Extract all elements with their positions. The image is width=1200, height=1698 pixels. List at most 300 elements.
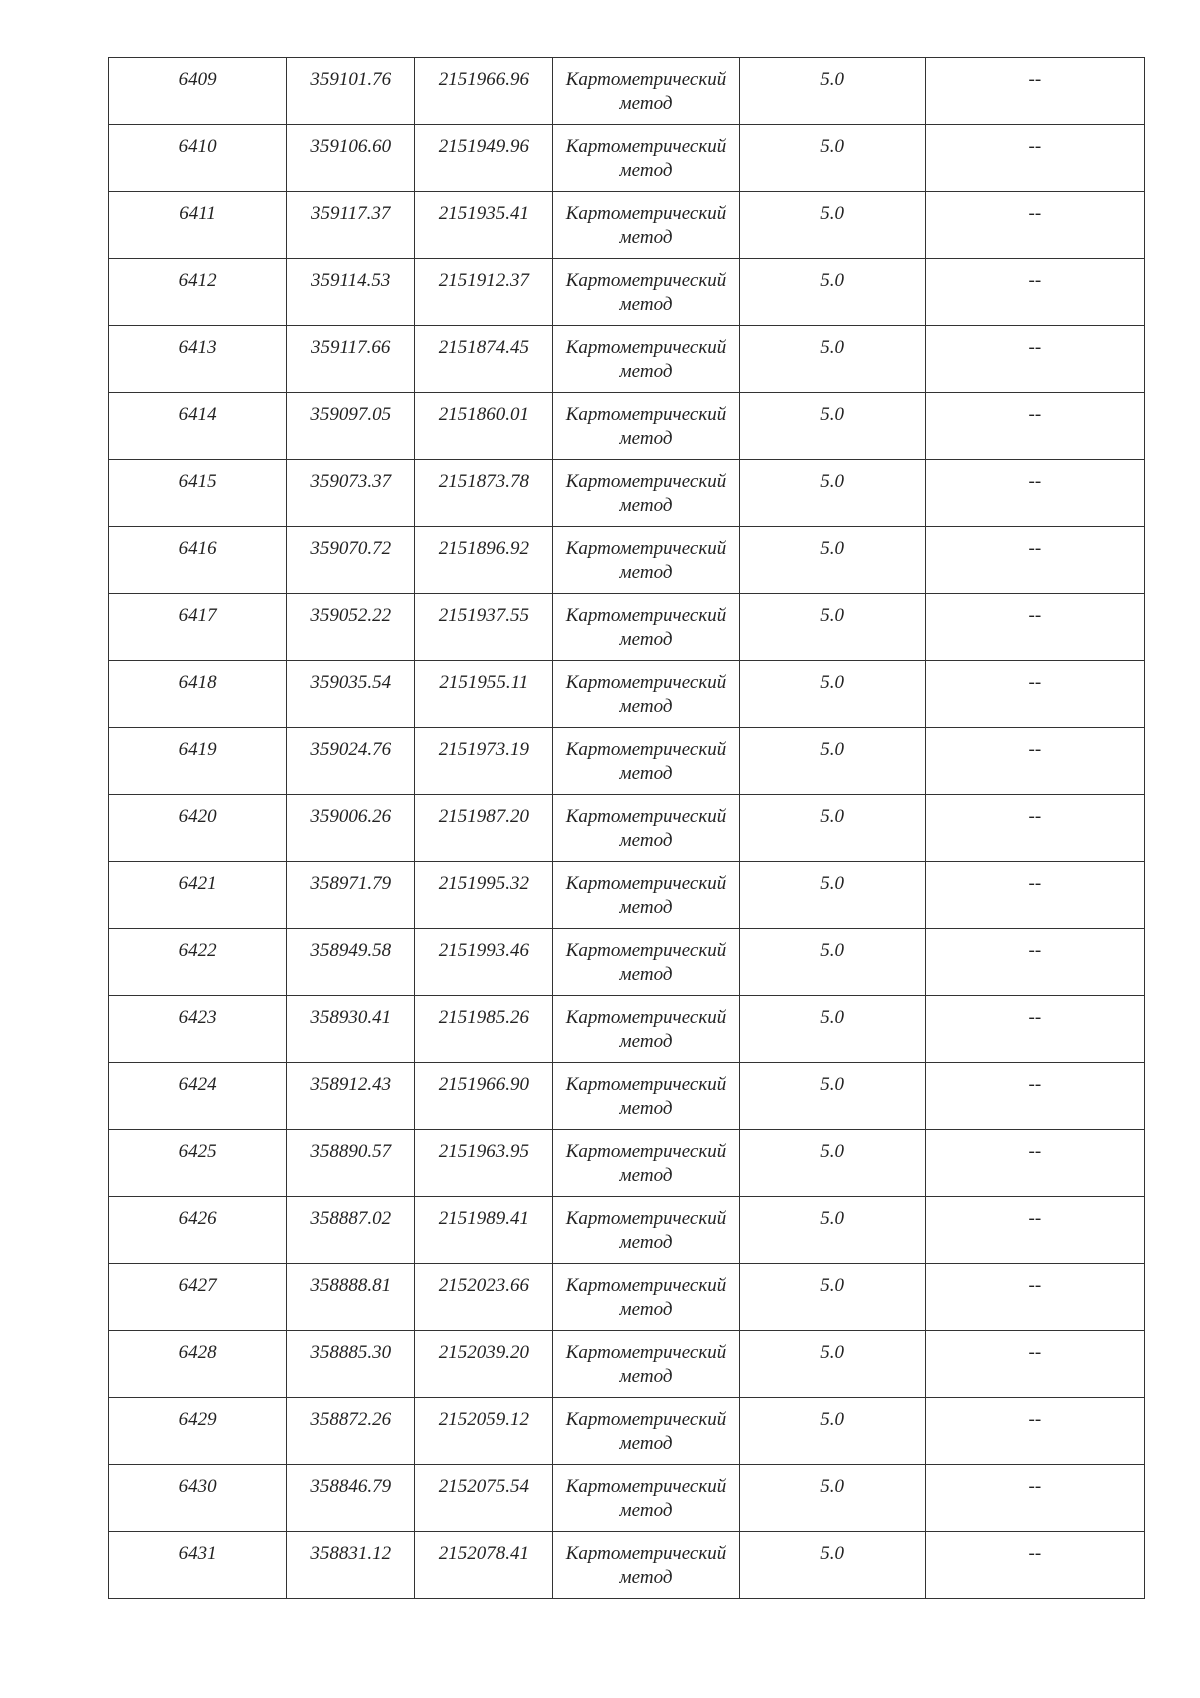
x-coordinate-value: 359101.76 — [310, 69, 392, 90]
point-number-cell — [109, 1465, 287, 1532]
table-row — [109, 460, 1145, 527]
accuracy-cell — [739, 795, 925, 862]
method-cell — [553, 527, 739, 594]
method-cell — [553, 125, 739, 192]
y-coordinate-value: 2151966.96 — [438, 69, 529, 90]
note-value: -- — [1028, 404, 1042, 425]
note-cell — [925, 192, 1144, 259]
x-coordinate-value: 359035.54 — [310, 672, 392, 693]
accuracy-cell — [739, 1465, 925, 1532]
accuracy-cell — [739, 460, 925, 527]
y-coordinate-value: 2151989.41 — [438, 1208, 529, 1229]
x-coordinate-cell — [287, 393, 415, 460]
method-label-line1: Картометрический — [565, 136, 727, 157]
method-label-line1: Картометрический — [565, 873, 727, 894]
point-number-value: 6430 — [178, 1476, 217, 1497]
accuracy-value: 5.0 — [820, 1409, 845, 1430]
x-coordinate-cell — [287, 192, 415, 259]
point-number-value: 6419 — [178, 739, 217, 760]
table-row — [109, 192, 1145, 259]
method-cell — [553, 594, 739, 661]
accuracy-value: 5.0 — [820, 203, 845, 224]
table-row — [109, 393, 1145, 460]
y-coordinate-value: 2152078.41 — [438, 1543, 529, 1564]
method-cell — [553, 326, 739, 393]
accuracy-cell — [739, 125, 925, 192]
point-number-value: 6431 — [178, 1543, 217, 1564]
method-label-line1: Картометрический — [565, 538, 727, 559]
note-value: -- — [1028, 471, 1042, 492]
accuracy-value: 5.0 — [820, 1476, 845, 1497]
method-label-line2: метод — [619, 361, 673, 382]
accuracy-value: 5.0 — [820, 605, 845, 626]
coordinates-table — [108, 57, 1145, 1599]
table-row — [109, 1264, 1145, 1331]
x-coordinate-cell — [287, 1063, 415, 1130]
x-coordinate-value: 359106.60 — [310, 136, 392, 157]
note-value: -- — [1028, 605, 1042, 626]
x-coordinate-value: 359024.76 — [310, 739, 392, 760]
y-coordinate-cell — [415, 728, 553, 795]
y-coordinate-cell — [415, 862, 553, 929]
note-cell — [925, 795, 1144, 862]
method-label-line1: Картометрический — [565, 672, 727, 693]
point-number-cell — [109, 192, 287, 259]
accuracy-value: 5.0 — [820, 672, 845, 693]
table-row — [109, 326, 1145, 393]
x-coordinate-cell — [287, 1465, 415, 1532]
y-coordinate-cell — [415, 1398, 553, 1465]
x-coordinate-cell — [287, 728, 415, 795]
x-coordinate-value: 359117.66 — [311, 337, 391, 358]
accuracy-cell — [739, 996, 925, 1063]
table-row — [109, 1465, 1145, 1532]
method-label-line1: Картометрический — [565, 270, 727, 291]
point-number-cell — [109, 996, 287, 1063]
y-coordinate-cell — [415, 460, 553, 527]
method-label-line1: Картометрический — [565, 1275, 727, 1296]
accuracy-cell — [739, 1264, 925, 1331]
method-cell — [553, 862, 739, 929]
accuracy-value: 5.0 — [820, 739, 845, 760]
y-coordinate-cell — [415, 1063, 553, 1130]
accuracy-cell — [739, 1063, 925, 1130]
method-label-line2: метод — [619, 1232, 673, 1253]
note-value: -- — [1028, 136, 1042, 157]
y-coordinate-cell — [415, 192, 553, 259]
x-coordinate-value: 359073.37 — [310, 471, 392, 492]
y-coordinate-value: 2151993.46 — [438, 940, 529, 961]
method-label-line2: метод — [619, 897, 673, 918]
note-value: -- — [1028, 739, 1042, 760]
y-coordinate-value: 2151995.32 — [438, 873, 529, 894]
x-coordinate-value: 358971.79 — [310, 873, 392, 894]
note-cell — [925, 326, 1144, 393]
y-coordinate-value: 2151966.90 — [438, 1074, 529, 1095]
y-coordinate-cell — [415, 996, 553, 1063]
accuracy-cell — [739, 1130, 925, 1197]
method-cell — [553, 996, 739, 1063]
point-number-cell — [109, 58, 287, 125]
x-coordinate-value: 358872.26 — [310, 1409, 392, 1430]
method-cell — [553, 1130, 739, 1197]
coordinates-table-body — [109, 58, 1145, 1599]
x-coordinate-value: 358912.43 — [310, 1074, 392, 1095]
x-coordinate-cell — [287, 125, 415, 192]
point-number-cell — [109, 1197, 287, 1264]
point-number-cell — [109, 125, 287, 192]
method-label-line1: Картометрический — [565, 1342, 727, 1363]
accuracy-cell — [739, 1197, 925, 1264]
accuracy-value: 5.0 — [820, 404, 845, 425]
point-number-value: 6427 — [178, 1275, 217, 1296]
note-cell — [925, 393, 1144, 460]
point-number-value: 6423 — [178, 1007, 217, 1028]
x-coordinate-value: 358831.12 — [310, 1543, 392, 1564]
point-number-cell — [109, 862, 287, 929]
point-number-cell — [109, 661, 287, 728]
method-label-line2: метод — [619, 562, 673, 583]
method-label-line1: Картометрический — [565, 69, 727, 90]
accuracy-cell — [739, 527, 925, 594]
accuracy-cell — [739, 661, 925, 728]
y-coordinate-cell — [415, 125, 553, 192]
method-cell — [553, 1331, 739, 1398]
accuracy-value: 5.0 — [820, 69, 845, 90]
method-label-line1: Картометрический — [565, 1074, 727, 1095]
method-label-line2: метод — [619, 1165, 673, 1186]
note-value: -- — [1028, 1543, 1042, 1564]
accuracy-value: 5.0 — [820, 940, 845, 961]
point-number-cell — [109, 393, 287, 460]
method-cell — [553, 1197, 739, 1264]
y-coordinate-value: 2151873.78 — [438, 471, 529, 492]
y-coordinate-cell — [415, 527, 553, 594]
x-coordinate-value: 358888.81 — [310, 1275, 392, 1296]
accuracy-value: 5.0 — [820, 1208, 845, 1229]
point-number-value: 6409 — [178, 69, 217, 90]
note-value: -- — [1028, 672, 1042, 693]
accuracy-cell — [739, 393, 925, 460]
point-number-cell — [109, 460, 287, 527]
y-coordinate-cell — [415, 1130, 553, 1197]
accuracy-cell — [739, 1398, 925, 1465]
method-label-line1: Картометрический — [565, 471, 727, 492]
note-cell — [925, 259, 1144, 326]
note-cell — [925, 728, 1144, 795]
method-cell — [553, 661, 739, 728]
x-coordinate-value: 359117.37 — [311, 203, 391, 224]
x-coordinate-cell — [287, 929, 415, 996]
table-row — [109, 862, 1145, 929]
x-coordinate-value: 359070.72 — [310, 538, 392, 559]
x-coordinate-cell — [287, 862, 415, 929]
method-label-line2: метод — [619, 1098, 673, 1119]
note-value: -- — [1028, 1007, 1042, 1028]
x-coordinate-cell — [287, 58, 415, 125]
note-cell — [925, 996, 1144, 1063]
y-coordinate-cell — [415, 259, 553, 326]
method-label-line1: Картометрический — [565, 1141, 727, 1162]
method-label-line2: метод — [619, 294, 673, 315]
note-cell — [925, 527, 1144, 594]
x-coordinate-value: 359006.26 — [310, 806, 392, 827]
method-label-line1: Картометрический — [565, 739, 727, 760]
y-coordinate-value: 2151874.45 — [438, 337, 529, 358]
x-coordinate-cell — [287, 996, 415, 1063]
x-coordinate-cell — [287, 594, 415, 661]
y-coordinate-value: 2152075.54 — [438, 1476, 529, 1497]
accuracy-value: 5.0 — [820, 1007, 845, 1028]
y-coordinate-value: 2151896.92 — [438, 538, 529, 559]
method-label-line2: метод — [619, 1366, 673, 1387]
point-number-value: 6410 — [178, 136, 217, 157]
y-coordinate-value: 2151935.41 — [438, 203, 529, 224]
y-coordinate-value: 2151963.95 — [438, 1141, 529, 1162]
note-value: -- — [1028, 806, 1042, 827]
table-row — [109, 795, 1145, 862]
point-number-cell — [109, 1331, 287, 1398]
note-value: -- — [1028, 1275, 1042, 1296]
point-number-cell — [109, 594, 287, 661]
x-coordinate-value: 358930.41 — [310, 1007, 392, 1028]
point-number-cell — [109, 1130, 287, 1197]
method-label-line2: метод — [619, 1433, 673, 1454]
method-label-line1: Картометрический — [565, 1476, 727, 1497]
method-label-line1: Картометрический — [565, 605, 727, 626]
y-coordinate-cell — [415, 1197, 553, 1264]
x-coordinate-cell — [287, 527, 415, 594]
method-label-line1: Картометрический — [565, 1409, 727, 1430]
point-number-value: 6412 — [178, 270, 217, 291]
y-coordinate-cell — [415, 594, 553, 661]
note-cell — [925, 125, 1144, 192]
point-number-value: 6413 — [178, 337, 217, 358]
table-row — [109, 527, 1145, 594]
x-coordinate-value: 358949.58 — [310, 940, 392, 961]
note-value: -- — [1028, 1409, 1042, 1430]
y-coordinate-cell — [415, 661, 553, 728]
accuracy-value: 5.0 — [820, 873, 845, 894]
method-label-line1: Картометрический — [565, 1007, 727, 1028]
method-cell — [553, 1264, 739, 1331]
point-number-cell — [109, 326, 287, 393]
note-cell — [925, 1264, 1144, 1331]
note-cell — [925, 1465, 1144, 1532]
accuracy-value: 5.0 — [820, 1342, 845, 1363]
y-coordinate-value: 2151949.96 — [438, 136, 529, 157]
accuracy-value: 5.0 — [820, 1074, 845, 1095]
table-row — [109, 1197, 1145, 1264]
point-number-value: 6425 — [178, 1141, 217, 1162]
point-number-value: 6418 — [178, 672, 217, 693]
method-label-line2: метод — [619, 629, 673, 650]
method-cell — [553, 1398, 739, 1465]
method-cell — [553, 192, 739, 259]
x-coordinate-cell — [287, 460, 415, 527]
x-coordinate-cell — [287, 795, 415, 862]
method-label-line1: Картометрический — [565, 404, 727, 425]
y-coordinate-value: 2151860.01 — [438, 404, 529, 425]
note-cell — [925, 862, 1144, 929]
table-row — [109, 1130, 1145, 1197]
method-cell — [553, 728, 739, 795]
accuracy-cell — [739, 326, 925, 393]
method-label-line1: Картометрический — [565, 337, 727, 358]
x-coordinate-value: 359097.05 — [310, 404, 392, 425]
y-coordinate-cell — [415, 929, 553, 996]
x-coordinate-value: 359114.53 — [311, 270, 391, 291]
point-number-cell — [109, 1264, 287, 1331]
note-cell — [925, 460, 1144, 527]
method-cell — [553, 1063, 739, 1130]
accuracy-value: 5.0 — [820, 136, 845, 157]
method-label-line2: метод — [619, 1031, 673, 1052]
method-cell — [553, 929, 739, 996]
method-label-line2: метод — [619, 1567, 673, 1588]
table-row — [109, 594, 1145, 661]
accuracy-value: 5.0 — [820, 270, 845, 291]
table-row — [109, 1398, 1145, 1465]
table-row — [109, 58, 1145, 125]
y-coordinate-value: 2152023.66 — [438, 1275, 529, 1296]
accuracy-value: 5.0 — [820, 1543, 845, 1564]
note-value: -- — [1028, 538, 1042, 559]
table-row — [109, 728, 1145, 795]
x-coordinate-value: 358846.79 — [310, 1476, 392, 1497]
table-row — [109, 1532, 1145, 1599]
method-label-line2: метод — [619, 696, 673, 717]
method-label-line2: метод — [619, 1500, 673, 1521]
note-cell — [925, 929, 1144, 996]
note-cell — [925, 1130, 1144, 1197]
point-number-value: 6417 — [178, 605, 217, 626]
note-value: -- — [1028, 337, 1042, 358]
y-coordinate-cell — [415, 1264, 553, 1331]
table-row — [109, 1331, 1145, 1398]
point-number-value: 6421 — [178, 873, 217, 894]
y-coordinate-cell — [415, 1465, 553, 1532]
point-number-value: 6411 — [179, 203, 216, 224]
point-number-value: 6414 — [178, 404, 217, 425]
note-cell — [925, 661, 1144, 728]
method-label-line2: метод — [619, 93, 673, 114]
method-cell — [553, 259, 739, 326]
accuracy-cell — [739, 1532, 925, 1599]
method-cell — [553, 393, 739, 460]
method-label-line1: Картометрический — [565, 1208, 727, 1229]
point-number-value: 6415 — [178, 471, 217, 492]
note-cell — [925, 594, 1144, 661]
accuracy-cell — [739, 929, 925, 996]
x-coordinate-cell — [287, 1398, 415, 1465]
accuracy-cell — [739, 58, 925, 125]
accuracy-value: 5.0 — [820, 806, 845, 827]
accuracy-value: 5.0 — [820, 538, 845, 559]
note-cell — [925, 58, 1144, 125]
accuracy-cell — [739, 259, 925, 326]
method-label-line1: Картометрический — [565, 806, 727, 827]
table-row — [109, 1063, 1145, 1130]
note-value: -- — [1028, 1141, 1042, 1162]
method-label-line2: метод — [619, 428, 673, 449]
method-cell — [553, 1465, 739, 1532]
note-cell — [925, 1398, 1144, 1465]
point-number-cell — [109, 1398, 287, 1465]
note-cell — [925, 1197, 1144, 1264]
point-number-cell — [109, 929, 287, 996]
note-value: -- — [1028, 1476, 1042, 1497]
method-label-line2: метод — [619, 160, 673, 181]
note-value: -- — [1028, 1342, 1042, 1363]
y-coordinate-cell — [415, 58, 553, 125]
x-coordinate-value: 358887.02 — [310, 1208, 392, 1229]
y-coordinate-cell — [415, 1532, 553, 1599]
method-label-line2: метод — [619, 495, 673, 516]
point-number-value: 6426 — [178, 1208, 217, 1229]
point-number-value: 6424 — [178, 1074, 217, 1095]
y-coordinate-cell — [415, 393, 553, 460]
x-coordinate-cell — [287, 661, 415, 728]
point-number-value: 6428 — [178, 1342, 217, 1363]
y-coordinate-value: 2151973.19 — [438, 739, 529, 760]
y-coordinate-value: 2151985.26 — [438, 1007, 529, 1028]
table-row — [109, 259, 1145, 326]
method-label-line1: Картометрический — [565, 203, 727, 224]
y-coordinate-value: 2151912.37 — [438, 270, 529, 291]
point-number-cell — [109, 795, 287, 862]
x-coordinate-cell — [287, 259, 415, 326]
point-number-value: 6416 — [178, 538, 217, 559]
accuracy-cell — [739, 728, 925, 795]
x-coordinate-value: 358885.30 — [310, 1342, 392, 1363]
note-cell — [925, 1063, 1144, 1130]
y-coordinate-cell — [415, 795, 553, 862]
method-cell — [553, 1532, 739, 1599]
method-label-line2: метод — [619, 763, 673, 784]
method-cell — [553, 58, 739, 125]
y-coordinate-value: 2152039.20 — [438, 1342, 529, 1363]
point-number-cell — [109, 1063, 287, 1130]
accuracy-value: 5.0 — [820, 1141, 845, 1162]
x-coordinate-cell — [287, 1197, 415, 1264]
y-coordinate-value: 2151937.55 — [438, 605, 529, 626]
method-label-line2: метод — [619, 830, 673, 851]
note-value: -- — [1028, 1208, 1042, 1229]
table-row — [109, 929, 1145, 996]
accuracy-value: 5.0 — [820, 1275, 845, 1296]
note-value: -- — [1028, 203, 1042, 224]
note-value: -- — [1028, 873, 1042, 894]
x-coordinate-cell — [287, 1331, 415, 1398]
method-label-line2: метод — [619, 1299, 673, 1320]
method-cell — [553, 460, 739, 527]
accuracy-cell — [739, 192, 925, 259]
note-value: -- — [1028, 69, 1042, 90]
method-label-line1: Картометрический — [565, 1543, 727, 1564]
y-coordinate-value: 2151955.11 — [439, 672, 529, 693]
note-value: -- — [1028, 940, 1042, 961]
method-label-line2: метод — [619, 227, 673, 248]
point-number-cell — [109, 1532, 287, 1599]
accuracy-value: 5.0 — [820, 471, 845, 492]
x-coordinate-value: 358890.57 — [310, 1141, 392, 1162]
accuracy-cell — [739, 862, 925, 929]
table-row — [109, 661, 1145, 728]
accuracy-value: 5.0 — [820, 337, 845, 358]
accuracy-cell — [739, 1331, 925, 1398]
x-coordinate-cell — [287, 1264, 415, 1331]
